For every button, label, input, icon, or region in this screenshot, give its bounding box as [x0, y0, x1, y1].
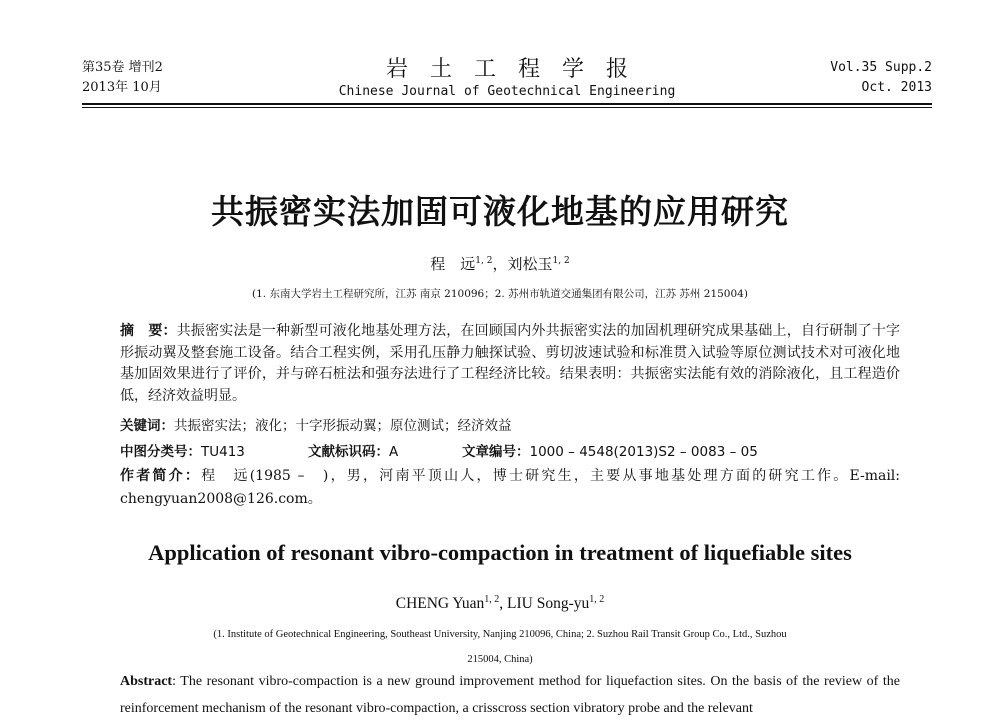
author-name: 程 远 — [430, 255, 476, 273]
keywords-text: 共振密实法；液化；十字形振动翼；原位测试；经济效益 — [174, 418, 512, 434]
journal-name-zh: 岩土工程学报 — [385, 57, 650, 82]
issue-date-en: Oct. 2013 — [861, 80, 932, 95]
clc-value: TU413 — [201, 444, 245, 460]
abstract-zh — [120, 321, 900, 407]
journal-name — [82, 58, 932, 102]
author-name: 刘松玉 — [507, 255, 553, 273]
keywords-zh — [120, 414, 900, 434]
article-number-group — [462, 440, 758, 460]
header-rule-thick — [82, 103, 932, 105]
affiliation-en-line: 215004, China) — [467, 654, 533, 665]
abstract-label: 摘 要： — [120, 323, 177, 339]
journal-name-en: Chinese Journal of Geotechnical Engineering — [338, 84, 676, 99]
affiliation-en — [100, 622, 900, 672]
authors-zh — [0, 253, 1000, 274]
clc-group — [120, 444, 245, 460]
abstract-en-label: Abstract — [120, 674, 173, 689]
author-separator-en: , — [499, 595, 508, 613]
author-affil-mark: 1, 2 — [475, 256, 493, 266]
affiliation-zh: (1. 东南大学岩土工程研究所，江苏 南京 210096；2. 苏州市轨道交通集团有限公司，江苏 苏州 215004) — [252, 288, 748, 300]
abstract-en — [120, 668, 900, 722]
volume-supp: Vol.35 Supp.2 — [830, 60, 932, 75]
bio-label: 作者简介： — [120, 468, 202, 484]
doc-code-group — [308, 440, 398, 460]
paper-title-en: Application of resonant vibro-compaction in treatment of liquefiable sites — [148, 540, 852, 565]
volume-issue: 第35卷 增刊2 — [82, 60, 163, 75]
issue-date: 2013年 10月 — [82, 80, 162, 95]
author-affil-mark-en: 1, 2 — [589, 594, 605, 605]
abstract-en-text: : The resonant vibro-compaction is a new ground improvement method for liquefaction sites. On the basis of the review of the reinforcement mechanism of the resonant vibro-compaction, a crisscross section vibratory probe and the relevant — [120, 674, 900, 716]
paper-title-zh: 共振密实法加固可液化地基的应用研究 — [211, 192, 789, 231]
volume-info-en — [830, 58, 932, 98]
bio-text: 程 远(1985 – )，男，河南平顶山人，博士研究生，主要从事地基处理方面的研究工作。E-mail: chengyuan2008@126.com。 — [120, 468, 900, 507]
author-separator: ， — [492, 255, 508, 273]
classification-line — [120, 440, 900, 460]
author-affil-mark-en: 1, 2 — [484, 594, 500, 605]
doc-code-label: 文献标识码： — [308, 444, 389, 460]
header-rule-thin — [82, 107, 932, 108]
author-name-en: LIU Song-yu — [507, 595, 590, 613]
article-number-value: 1000 – 4548(2013)S2 – 0083 – 05 — [529, 444, 758, 460]
article-number-label: 文章编号： — [462, 444, 530, 460]
journal-header — [82, 58, 932, 102]
abstract-text: 共振密实法是一种新型可液化地基处理方法，在回顾国内外共振密实法的加固机理研究成果基础上，自行研制了十字形振动翼及整套施工设备。结合工程实例，采用孔压静力触探试验、剪切波速试验和标准贯入试验等原位测试技术对可液化地基加固效果进行了评价，并与碎石桩法和强夯法进行了工程经济比较。结果表明：共振密实法能有效的消除液化，且工程造价低，经济效益明显。 — [120, 323, 901, 404]
affiliation-en-line: (1. Institute of Geotechnical Engineering, Southeast University, Nanjing 210096, China; 2. Suzhou Rail Transit Group Co., Ltd., Suzhou — [213, 629, 787, 640]
clc-label: 中图分类号： — [120, 444, 201, 460]
author-affil-mark: 1, 2 — [552, 256, 570, 266]
author-name-en: CHENG Yuan — [395, 595, 485, 613]
doc-code-value: A — [389, 444, 399, 460]
authors-en — [0, 594, 1000, 613]
author-bio — [120, 465, 900, 511]
keywords-label: 关键词： — [120, 418, 174, 434]
